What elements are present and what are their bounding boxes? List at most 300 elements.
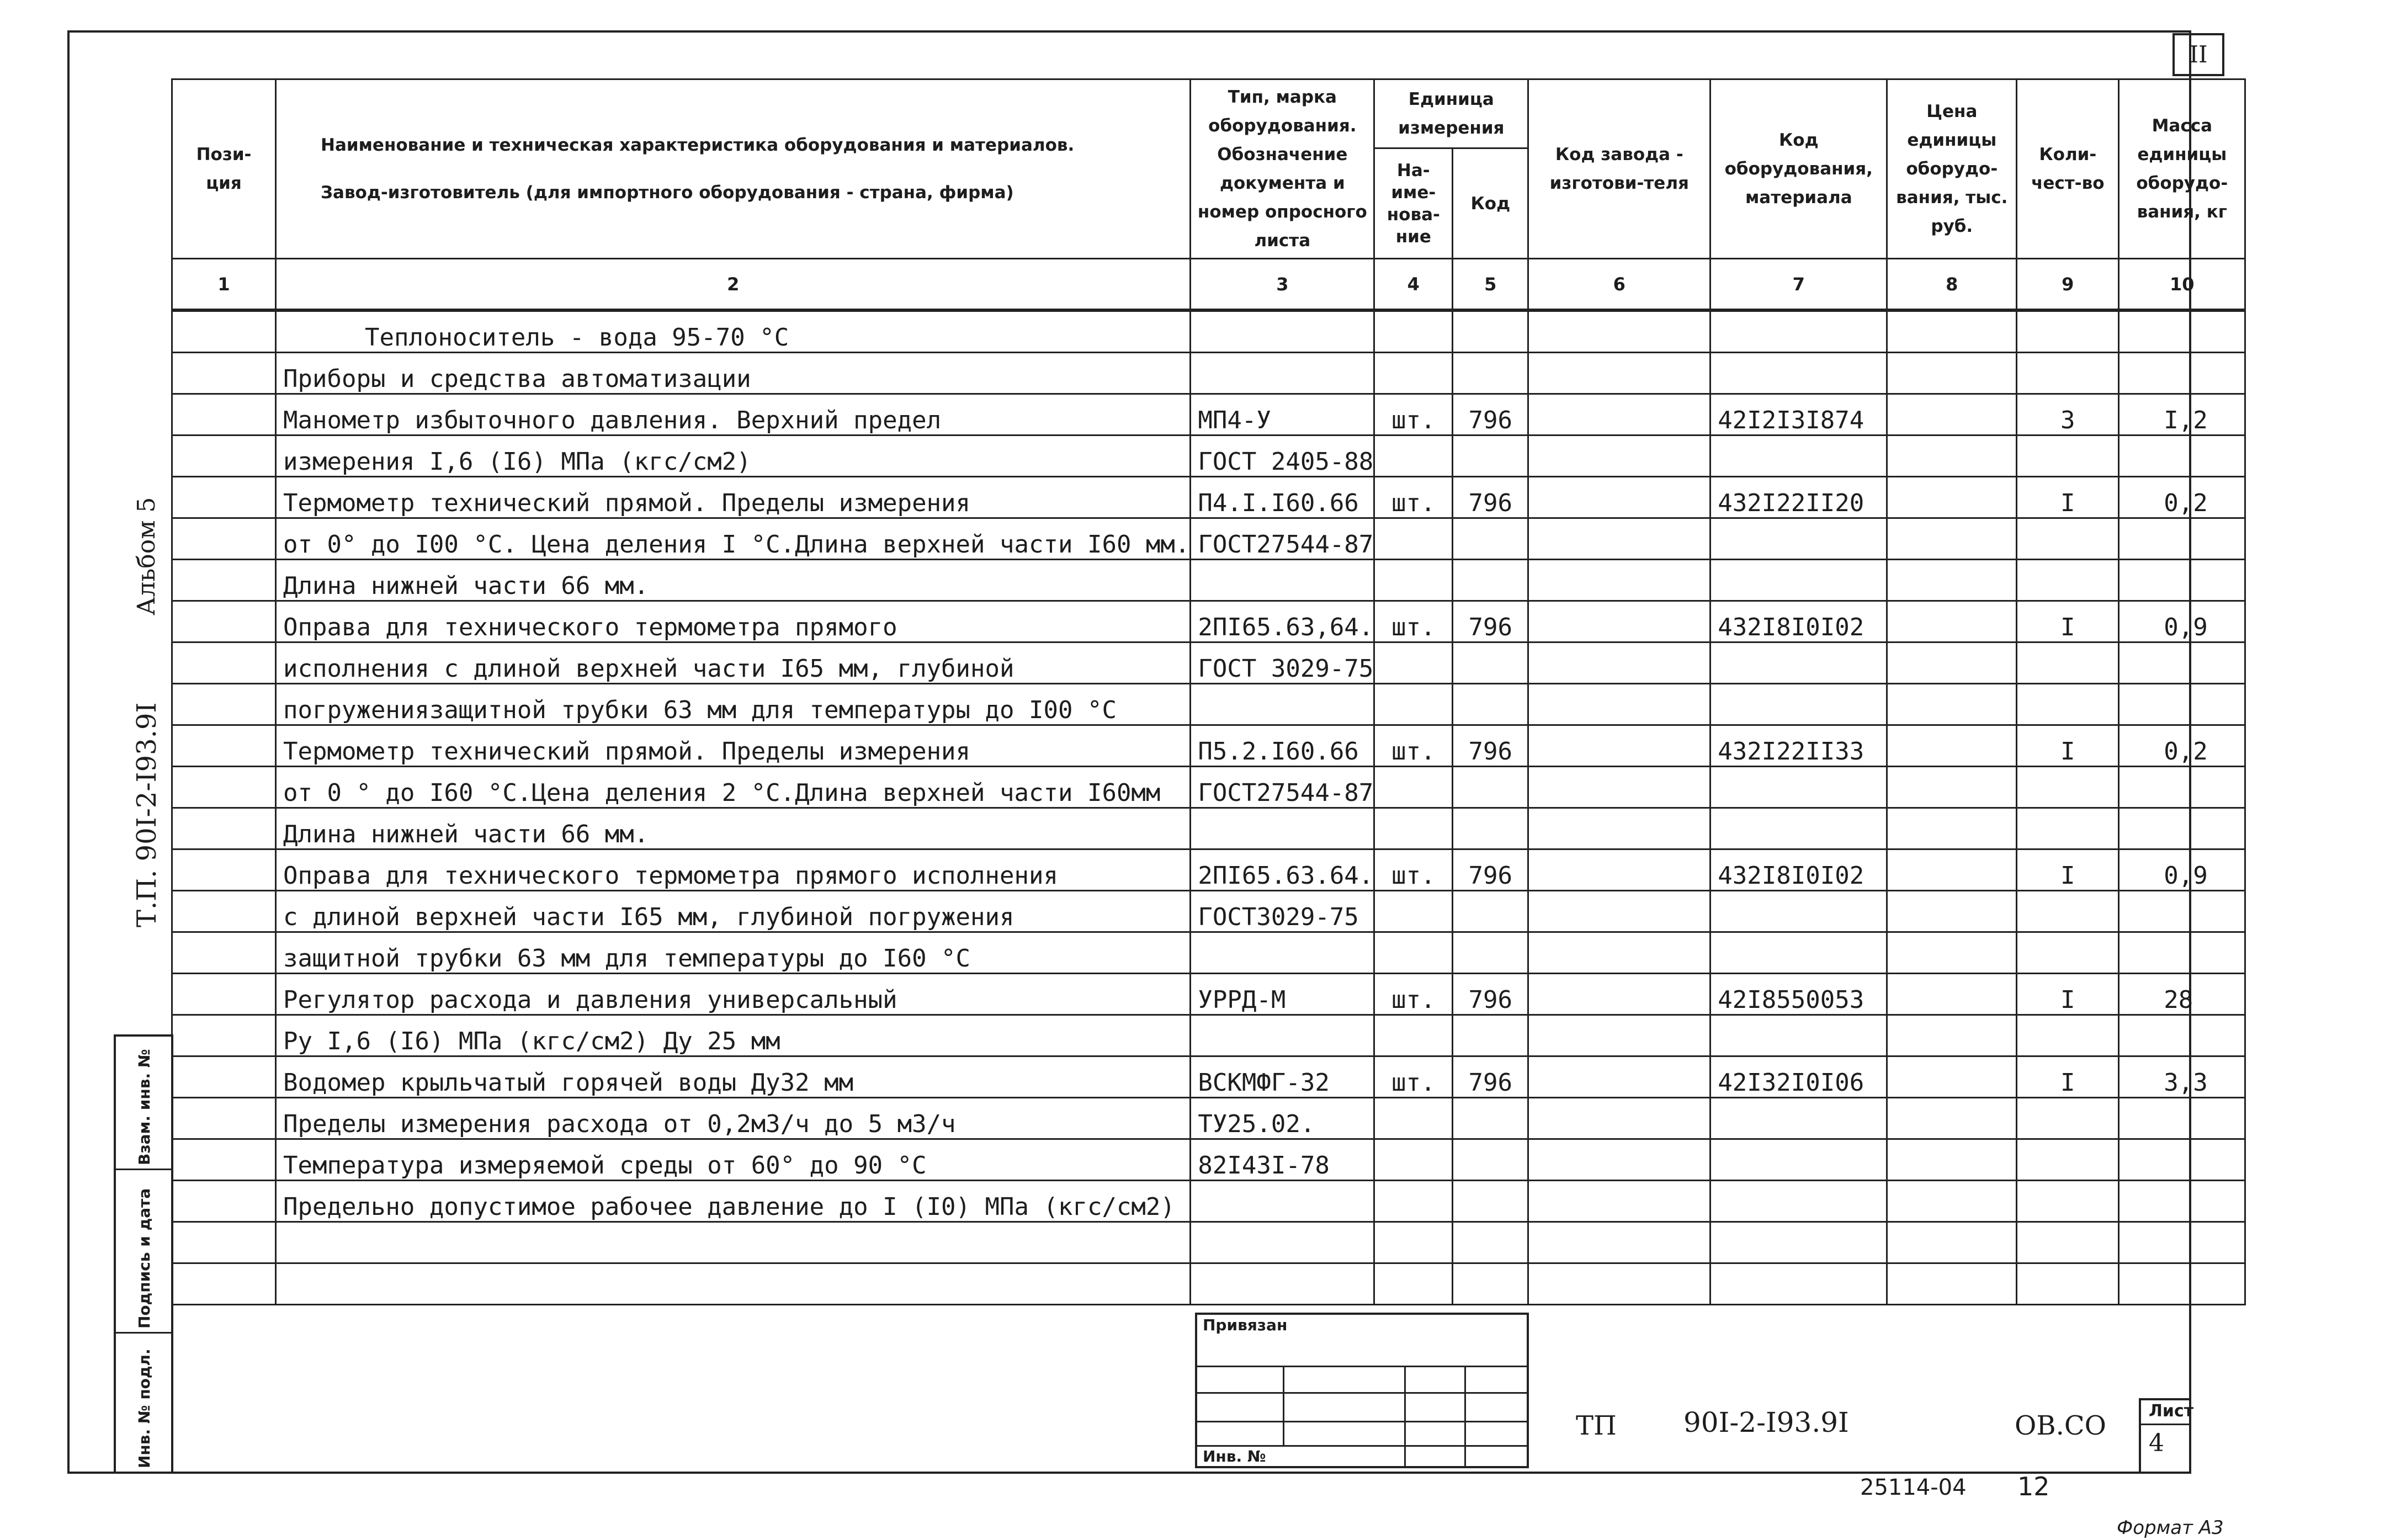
cell-code [1453, 311, 1528, 353]
stamp-column [114, 1034, 173, 1474]
cell-type [1191, 560, 1374, 601]
cell-qty [2017, 808, 2119, 849]
cell-price [1887, 642, 2017, 684]
table-row [172, 808, 2245, 849]
column-number-2: 2 [276, 259, 1191, 310]
cell-type: ТУ25.02. [1191, 1098, 1374, 1139]
cell-mass: 0,2 [2119, 477, 2245, 518]
column-number-4: 4 [1374, 259, 1453, 310]
cell-name: погружениязащитной трубки 63 мм для температуры до I00 °С [276, 684, 1191, 725]
cell-pos [172, 1139, 276, 1181]
cell-type: 82I43I-78 [1191, 1139, 1374, 1181]
document-number: 90I-2-I93.9I [1683, 1406, 1849, 1438]
cell-qty: I [2017, 601, 2119, 642]
cell-type [1191, 684, 1374, 725]
cell-type: 2ПI65.63,64. [1191, 601, 1374, 642]
project-code-label: Т.П. 90I-2-I93.9I [131, 702, 162, 927]
header-unit-group: Единица измерения [1374, 79, 1528, 148]
cell-type [1191, 353, 1374, 394]
cell-eqcode: 432I8I0I02 [1711, 601, 1887, 642]
cell-unit: шт. [1374, 725, 1453, 767]
cell-name: Манометр избыточного давления. Верхний предел [276, 394, 1191, 436]
cell-price [1887, 1181, 2017, 1222]
table-row [172, 1181, 2245, 1222]
cell-name: Оправа для технического термометра прямого исполнения [276, 849, 1191, 891]
cell-code [1453, 353, 1528, 394]
cell-type: ГОСТ27544-87 [1191, 767, 1374, 808]
cell-type: ГОСТ3029-75 [1191, 891, 1374, 932]
cell-qty [2017, 560, 2119, 601]
header-unit-name: На-име-нова-ние [1374, 148, 1453, 259]
cell-eqcode: 42I8550053 [1711, 974, 1887, 1015]
cell-price [1887, 891, 2017, 932]
cell-code [1453, 808, 1528, 849]
cell-code: 796 [1453, 725, 1528, 767]
cell-name: исполнения с длиной верхней части I65 мм, глубиной [276, 642, 1191, 684]
order-number: 25114-04 [1860, 1475, 1967, 1500]
cell-eqcode [1711, 767, 1887, 808]
cell-pos [172, 560, 276, 601]
cell-eqcode [1711, 1222, 1887, 1263]
cell-code [1453, 1139, 1528, 1181]
inv-podl-cell [116, 1334, 171, 1472]
cell-mass: I,2 [2119, 394, 2245, 436]
cell-unit [1374, 560, 1453, 601]
cell-pos [172, 394, 276, 436]
cell-code: 796 [1453, 477, 1528, 518]
cell-name [276, 1222, 1191, 1263]
cell-pos [172, 932, 276, 974]
cell-price [1887, 560, 2017, 601]
cell-factory [1528, 477, 1711, 518]
cell-eqcode: 432I22II20 [1711, 477, 1887, 518]
cell-pos [172, 1263, 276, 1305]
cell-name: защитной трубки 63 мм для температуры до I60 °С [276, 932, 1191, 974]
cell-eqcode [1711, 560, 1887, 601]
column-number-6: 6 [1528, 259, 1711, 310]
cell-pos [172, 1222, 276, 1263]
cell-factory [1528, 436, 1711, 477]
cell-pos [172, 311, 276, 353]
table-row [172, 1263, 2245, 1305]
cell-factory [1528, 808, 1711, 849]
inv-no-label: Инв. № [1203, 1447, 1266, 1465]
cell-mass [2119, 560, 2245, 601]
column-number-1: 1 [172, 259, 276, 310]
cell-eqcode: 42I32I0I06 [1711, 1056, 1887, 1098]
cell-pos [172, 436, 276, 477]
cell-mass: 3,3 [2119, 1056, 2245, 1098]
cell-qty [2017, 1015, 2119, 1056]
cell-price [1887, 1098, 2017, 1139]
cell-name: Предельно допустимое рабочее давление до I (I0) МПа (кгс/см2) [276, 1181, 1191, 1222]
cell-qty [2017, 1098, 2119, 1139]
column-number-7: 7 [1711, 259, 1887, 310]
cell-type: 2ПI65.63.64. [1191, 849, 1374, 891]
cell-qty [2017, 932, 2119, 974]
signature-date-label: Подпись и дата [135, 1188, 153, 1329]
table-row [172, 891, 2245, 932]
cell-price [1887, 601, 2017, 642]
cell-type [1191, 932, 1374, 974]
album-label: Альбом 5 [132, 497, 161, 615]
page-number: 12 [2017, 1472, 2050, 1501]
table-row [172, 353, 2245, 394]
cell-mass [2119, 518, 2245, 560]
cell-eqcode [1711, 1098, 1887, 1139]
cell-type [1191, 1181, 1374, 1222]
cell-mass [2119, 642, 2245, 684]
table-row [172, 1056, 2245, 1098]
cell-factory [1528, 1015, 1711, 1056]
table-row [172, 767, 2245, 808]
cell-qty [2017, 1263, 2119, 1305]
cell-price [1887, 725, 2017, 767]
cell-eqcode [1711, 1015, 1887, 1056]
cell-factory [1528, 394, 1711, 436]
cell-qty [2017, 353, 2119, 394]
cell-price [1887, 1263, 2017, 1305]
cell-eqcode: 432I22II33 [1711, 725, 1887, 767]
cell-unit [1374, 808, 1453, 849]
cell-unit [1374, 1263, 1453, 1305]
cell-price [1887, 1139, 2017, 1181]
header-mass: Масса единицы оборудо-вания, кг [2119, 79, 2245, 259]
table-row [172, 1098, 2245, 1139]
cell-price [1887, 311, 2017, 353]
sheet-value: 4 [2149, 1429, 2164, 1457]
column-number-row [172, 259, 2245, 310]
cell-eqcode [1711, 1181, 1887, 1222]
cell-pos [172, 891, 276, 932]
cell-mass [2119, 891, 2245, 932]
cell-pos [172, 601, 276, 642]
cell-type: П5.2.I60.66 [1191, 725, 1374, 767]
cell-code [1453, 1181, 1528, 1222]
cell-qty: I [2017, 974, 2119, 1015]
header-unit-code: Код [1453, 148, 1528, 259]
cell-pos [172, 1181, 276, 1222]
table-row [172, 932, 2245, 974]
cell-pos [172, 974, 276, 1015]
cell-name: Ру I,6 (I6) МПа (кгс/см2) Ду 25 мм [276, 1015, 1191, 1056]
inv-podl-label: Инв. № подл. [135, 1348, 153, 1468]
cell-name: Водомер крыльчатый горячей воды Ду32 мм [276, 1056, 1191, 1098]
cell-price [1887, 1015, 2017, 1056]
cell-pos [172, 767, 276, 808]
cell-unit [1374, 684, 1453, 725]
header-price: Цена единицы оборудо-вания, тыс. руб. [1887, 79, 2017, 259]
cell-name: Термометр технический прямой. Пределы измерения [276, 477, 1191, 518]
header-name [276, 79, 1191, 259]
table-row [172, 849, 2245, 891]
cell-mass [2119, 1098, 2245, 1139]
cell-qty [2017, 1181, 2119, 1222]
cell-eqcode [1711, 932, 1887, 974]
cell-qty [2017, 642, 2119, 684]
cell-code [1453, 1263, 1528, 1305]
column-number-3: 3 [1191, 259, 1374, 310]
cell-factory [1528, 642, 1711, 684]
table-row [172, 394, 2245, 436]
cell-code [1453, 436, 1528, 477]
cell-factory [1528, 1056, 1711, 1098]
header-quantity: Коли-чест-во [2017, 79, 2119, 259]
cell-pos [172, 1098, 276, 1139]
cell-mass [2119, 1222, 2245, 1263]
cell-factory [1528, 518, 1711, 560]
cell-unit: шт. [1374, 394, 1453, 436]
cell-price [1887, 808, 2017, 849]
cell-pos [172, 477, 276, 518]
table-row [172, 477, 2245, 518]
cell-price [1887, 394, 2017, 436]
cell-price [1887, 353, 2017, 394]
cell-qty [2017, 1139, 2119, 1181]
cell-mass [2119, 1181, 2245, 1222]
cell-unit [1374, 932, 1453, 974]
cell-eqcode [1711, 642, 1887, 684]
cell-name: Термометр технический прямой. Пределы измерения [276, 725, 1191, 767]
cell-factory [1528, 932, 1711, 974]
cell-price [1887, 518, 2017, 560]
cell-eqcode [1711, 353, 1887, 394]
cell-code [1453, 1222, 1528, 1263]
title-block-privyazan [1195, 1313, 1529, 1468]
cell-type [1191, 1263, 1374, 1305]
cell-factory [1528, 601, 1711, 642]
sheet-cell [2139, 1398, 2194, 1474]
cell-pos [172, 849, 276, 891]
header-name-line1: Наименование и техническая характеристика оборудования и материалов. [321, 135, 1075, 155]
cell-pos [172, 684, 276, 725]
header-position: Пози- ция [172, 79, 276, 259]
header-equipment-code: Код оборудования, материала [1711, 79, 1887, 259]
cell-qty: I [2017, 725, 2119, 767]
cell-mass [2119, 1015, 2245, 1056]
cell-qty [2017, 684, 2119, 725]
cell-factory [1528, 1139, 1711, 1181]
cell-unit: шт. [1374, 1056, 1453, 1098]
cell-unit: шт. [1374, 849, 1453, 891]
inv-vzam-label: Взам. инв. № [135, 1049, 153, 1165]
cell-eqcode [1711, 436, 1887, 477]
cell-price [1887, 974, 2017, 1015]
cell-name: Теплоноситель - вода 95-70 °С [276, 311, 1191, 353]
cell-price [1887, 1222, 2017, 1263]
cell-price [1887, 767, 2017, 808]
cell-factory [1528, 353, 1711, 394]
cell-factory [1528, 1222, 1711, 1263]
table-row [172, 974, 2245, 1015]
document-mark: ОВ.СО [2015, 1410, 2106, 1441]
cell-name: от 0° до I00 °С. Цена деления I °С.Длина верхней части I60 мм. [276, 518, 1191, 560]
cell-mass [2119, 1263, 2245, 1305]
cell-price [1887, 1056, 2017, 1098]
cell-factory [1528, 1098, 1711, 1139]
cell-unit [1374, 1015, 1453, 1056]
cell-eqcode: 42I2I3I874 [1711, 394, 1887, 436]
table-row [172, 518, 2245, 560]
cell-qty: I [2017, 477, 2119, 518]
cell-name: Пределы измерения расхода от 0,2м3/ч до 5 м3/ч [276, 1098, 1191, 1139]
cell-name: от 0 ° до I60 °С.Цена деления 2 °С.Длина верхней части I60мм [276, 767, 1191, 808]
cell-unit [1374, 436, 1453, 477]
cell-eqcode [1711, 1263, 1887, 1305]
cell-unit [1374, 891, 1453, 932]
cell-code: 796 [1453, 1056, 1528, 1098]
cell-factory [1528, 560, 1711, 601]
cell-pos [172, 518, 276, 560]
cell-unit [1374, 767, 1453, 808]
cell-unit [1374, 1098, 1453, 1139]
cell-code: 796 [1453, 601, 1528, 642]
cell-price [1887, 932, 2017, 974]
cell-unit [1374, 1181, 1453, 1222]
cell-factory [1528, 891, 1711, 932]
privyazan-label: Привязан [1203, 1316, 1288, 1334]
cell-type [1191, 311, 1374, 353]
cell-eqcode: 432I8I0I02 [1711, 849, 1887, 891]
cell-code [1453, 891, 1528, 932]
cell-name: Температура измеряемой среды от 60° до 90 °С [276, 1139, 1191, 1181]
cell-price [1887, 436, 2017, 477]
cell-code [1453, 642, 1528, 684]
cell-code [1453, 684, 1528, 725]
table-row [172, 642, 2245, 684]
cell-code: 796 [1453, 974, 1528, 1015]
cell-code [1453, 1015, 1528, 1056]
cell-name [276, 1263, 1191, 1305]
cell-factory [1528, 725, 1711, 767]
cell-type [1191, 808, 1374, 849]
table-row [172, 1015, 2245, 1056]
cell-type [1191, 1015, 1374, 1056]
cell-price [1887, 849, 2017, 891]
cell-unit [1374, 1139, 1453, 1181]
cell-eqcode [1711, 1139, 1887, 1181]
column-number-9: 9 [2017, 259, 2119, 310]
cell-eqcode [1711, 684, 1887, 725]
cell-name: Регулятор расхода и давления универсальный [276, 974, 1191, 1015]
header-name-line2: Завод-изготовитель (для импортного оборудования - страна, фирма) [321, 183, 1014, 203]
format-label: Формат А3 [2117, 1517, 2224, 1539]
table-row [172, 311, 2245, 353]
cell-code [1453, 1098, 1528, 1139]
cell-mass [2119, 932, 2245, 974]
cell-qty [2017, 311, 2119, 353]
cell-factory [1528, 1181, 1711, 1222]
cell-factory [1528, 684, 1711, 725]
cell-factory [1528, 311, 1711, 353]
cell-qty [2017, 518, 2119, 560]
sheet-number-box: II [2172, 33, 2224, 76]
cell-qty: I [2017, 849, 2119, 891]
cell-mass [2119, 436, 2245, 477]
cell-mass: 0,9 [2119, 849, 2245, 891]
cell-mass [2119, 767, 2245, 808]
cell-name: Длина нижней части 66 мм. [276, 808, 1191, 849]
cell-type: МП4-У [1191, 394, 1374, 436]
cell-factory [1528, 849, 1711, 891]
cell-name: измерения I,6 (I6) МПа (кгс/см2) [276, 436, 1191, 477]
cell-eqcode [1711, 311, 1887, 353]
sheet-label: Лист [2149, 1401, 2194, 1421]
cell-pos [172, 1056, 276, 1098]
cell-mass [2119, 808, 2245, 849]
header-type: Тип, марка оборудования. Обозначение документа и номер опросного листа [1191, 79, 1374, 259]
cell-name: Оправа для технического термометра прямого [276, 601, 1191, 642]
cell-type: ГОСТ 3029-75 [1191, 642, 1374, 684]
cell-mass: 28 [2119, 974, 2245, 1015]
table-row [172, 601, 2245, 642]
column-number-10: 10 [2119, 259, 2245, 310]
cell-mass [2119, 684, 2245, 725]
cell-price [1887, 477, 2017, 518]
cell-name: Длина нижней части 66 мм. [276, 560, 1191, 601]
table-row [172, 725, 2245, 767]
cell-qty: I [2017, 1056, 2119, 1098]
cell-code [1453, 518, 1528, 560]
cell-code: 796 [1453, 394, 1528, 436]
cell-qty [2017, 891, 2119, 932]
table-row [172, 1139, 2245, 1181]
cell-unit: шт. [1374, 477, 1453, 518]
cell-unit [1374, 642, 1453, 684]
cell-pos [172, 353, 276, 394]
cell-pos [172, 1015, 276, 1056]
cell-pos [172, 808, 276, 849]
cell-factory [1528, 767, 1711, 808]
column-number-8: 8 [1887, 259, 2017, 310]
cell-price [1887, 684, 2017, 725]
cell-code: 796 [1453, 849, 1528, 891]
cell-type: П4.I.I60.66 [1191, 477, 1374, 518]
cell-unit [1374, 518, 1453, 560]
cell-unit [1374, 1222, 1453, 1263]
table-row [172, 560, 2245, 601]
cell-unit [1374, 353, 1453, 394]
cell-code [1453, 560, 1528, 601]
tp-label: ТП [1576, 1410, 1617, 1441]
cell-mass [2119, 1139, 2245, 1181]
cell-code [1453, 767, 1528, 808]
cell-type [1191, 1222, 1374, 1263]
cell-mass: 0,9 [2119, 601, 2245, 642]
cell-type: УРРД-М [1191, 974, 1374, 1015]
cell-factory [1528, 974, 1711, 1015]
cell-qty: 3 [2017, 394, 2119, 436]
cell-type: ГОСТ27544-87 [1191, 518, 1374, 560]
cell-unit: шт. [1374, 601, 1453, 642]
cell-eqcode [1711, 808, 1887, 849]
header-factory-code: Код завода - изготови-теля [1528, 79, 1711, 259]
cell-pos [172, 642, 276, 684]
table-row [172, 436, 2245, 477]
table-row [172, 1222, 2245, 1263]
cell-type: ГОСТ 2405-88 [1191, 436, 1374, 477]
inv-vzam-cell [116, 1037, 171, 1170]
cell-qty [2017, 767, 2119, 808]
cell-name: Приборы и средства автоматизации [276, 353, 1191, 394]
column-number-5: 5 [1453, 259, 1528, 310]
cell-unit: шт. [1374, 974, 1453, 1015]
cell-unit [1374, 311, 1453, 353]
specification-table [171, 78, 2246, 1305]
cell-factory [1528, 1263, 1711, 1305]
cell-mass: 0,2 [2119, 725, 2245, 767]
cell-eqcode [1711, 891, 1887, 932]
